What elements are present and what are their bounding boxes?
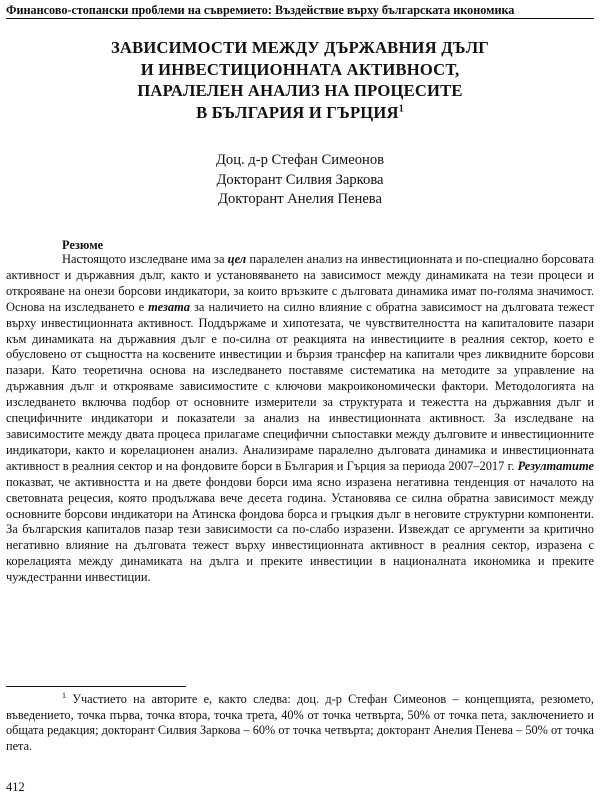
footnote-mark: 1: [62, 690, 66, 700]
abstract-emphasis: цел: [227, 252, 247, 266]
title-line-text: В БЪЛГАРИЯ И ГЪРЦИЯ: [196, 102, 399, 122]
footnote-rule: [6, 686, 186, 687]
abstract-text-part: паралелен анализ на инвестиционната и по-специално борсовата активност и държавния дълг, както и установяването на зависимост между динамиката на тези процеси и открояване на онези борсови индикатори, за които връзките с дълговата динамика имат по-голяма значимост. Основа на изследването е: [6, 252, 594, 314]
abstract-text-part: показват, че активността и на двете фондови борси има ясно изразена негативна тенденция от началото на световната рецесия, която продължава вече десета година. Установява се силна обратна зависимост между основните борсови индикатори на Атинска фондова борса и гръцкия дълг в неговите структурни компоненти. За българския капиталов пазар тези зависимости са по-слабо изразени. Извеждат се аргументи за критично негативно влияние на дълговата тежест върху инвестиционната активност в реалния сектор, изразена с корелацията между динамиката на дълга и преките инвестиции в националната икономика и преките чуждестранни инвестиции.: [6, 474, 594, 585]
abstract-heading: Резюме: [62, 238, 104, 252]
page-number: 412: [6, 780, 25, 794]
abstract-text: [6, 252, 594, 586]
title-line: ЗАВИСИМОСТИ МЕЖДУ ДЪРЖАВНИЯ ДЪЛГ: [110, 38, 490, 57]
author-name: Докторант Анелия Пенева: [217, 191, 382, 207]
running-head: Финансово-стопански проблеми на съвремието: Въздействие върху българската икономика: [6, 3, 515, 17]
author-list: [0, 151, 600, 210]
header-rule: [6, 18, 594, 19]
title-line: [0, 102, 600, 124]
abstract-text-part: Настоящото изследване има за: [62, 252, 228, 266]
title-line: И ИНВЕСТИЦИОННАТА АКТИВНОСТ,: [140, 59, 460, 79]
footnote-text: Участието на авторите е, както следва: доц. д-р Стефан Симеонов – концепцията, резюмето, въведението, точка първа, точка втора, точка трета, 40% от точка четвърта, 50% от точка пета, заключението и общата редакция; докторант Силвия Заркова – 60% от точка четвърта; докторант Анелия Пенева – 50% от точка пета.: [6, 692, 594, 753]
footnote: [6, 692, 594, 754]
abstract-text-part: за наличието на силно влияние с обратна зависимост на дълговата тежест върху инвестиционната активност. Поддържаме и хипотезата, че чувствителността на капиталовите пазари към динамиката на държавния дълг е по-силна от реакцията на инвестициите в реалния сектор, което е обусловено от същността на косвените инвестиции и бързия трансфер на капитали чрез ликвидните борсови пазари. Като теоретична основа на изследването поставяме систематика на методите за управление на държавния дълг и открояваме зависимостите с ключови макроикономически фактори. Методологията на изследването включва подбор от основните измерители за структурата и тежестта на държавния дълг и специфичните индикатори и показатели за анализ на инвестиционната активност. За изследване на зависимостите между двата процеса прилагаме специфични съпоставки между дълговите и инвестиционните индикатори, както и корелационен анализ. Анализираме паралелно дълговата динамика и инвестиционната активност в реалния сектор и на фондовите борси в България и Гърция за периода 2007–2017 г.: [6, 299, 594, 473]
abstract-emphasis: Резултатите: [517, 458, 594, 473]
author-name: Докторант Силвия Заркова: [216, 171, 384, 188]
title-footnote-mark: 1: [398, 102, 404, 114]
abstract-emphasis: тезата: [148, 299, 191, 314]
title-line: ПАРАЛЕЛЕН АНАЛИЗ НА ПРОЦЕСИТЕ: [137, 81, 463, 100]
article-title: [0, 37, 600, 123]
author-name: Доц. д-р Стефан Симеонов: [215, 152, 385, 168]
